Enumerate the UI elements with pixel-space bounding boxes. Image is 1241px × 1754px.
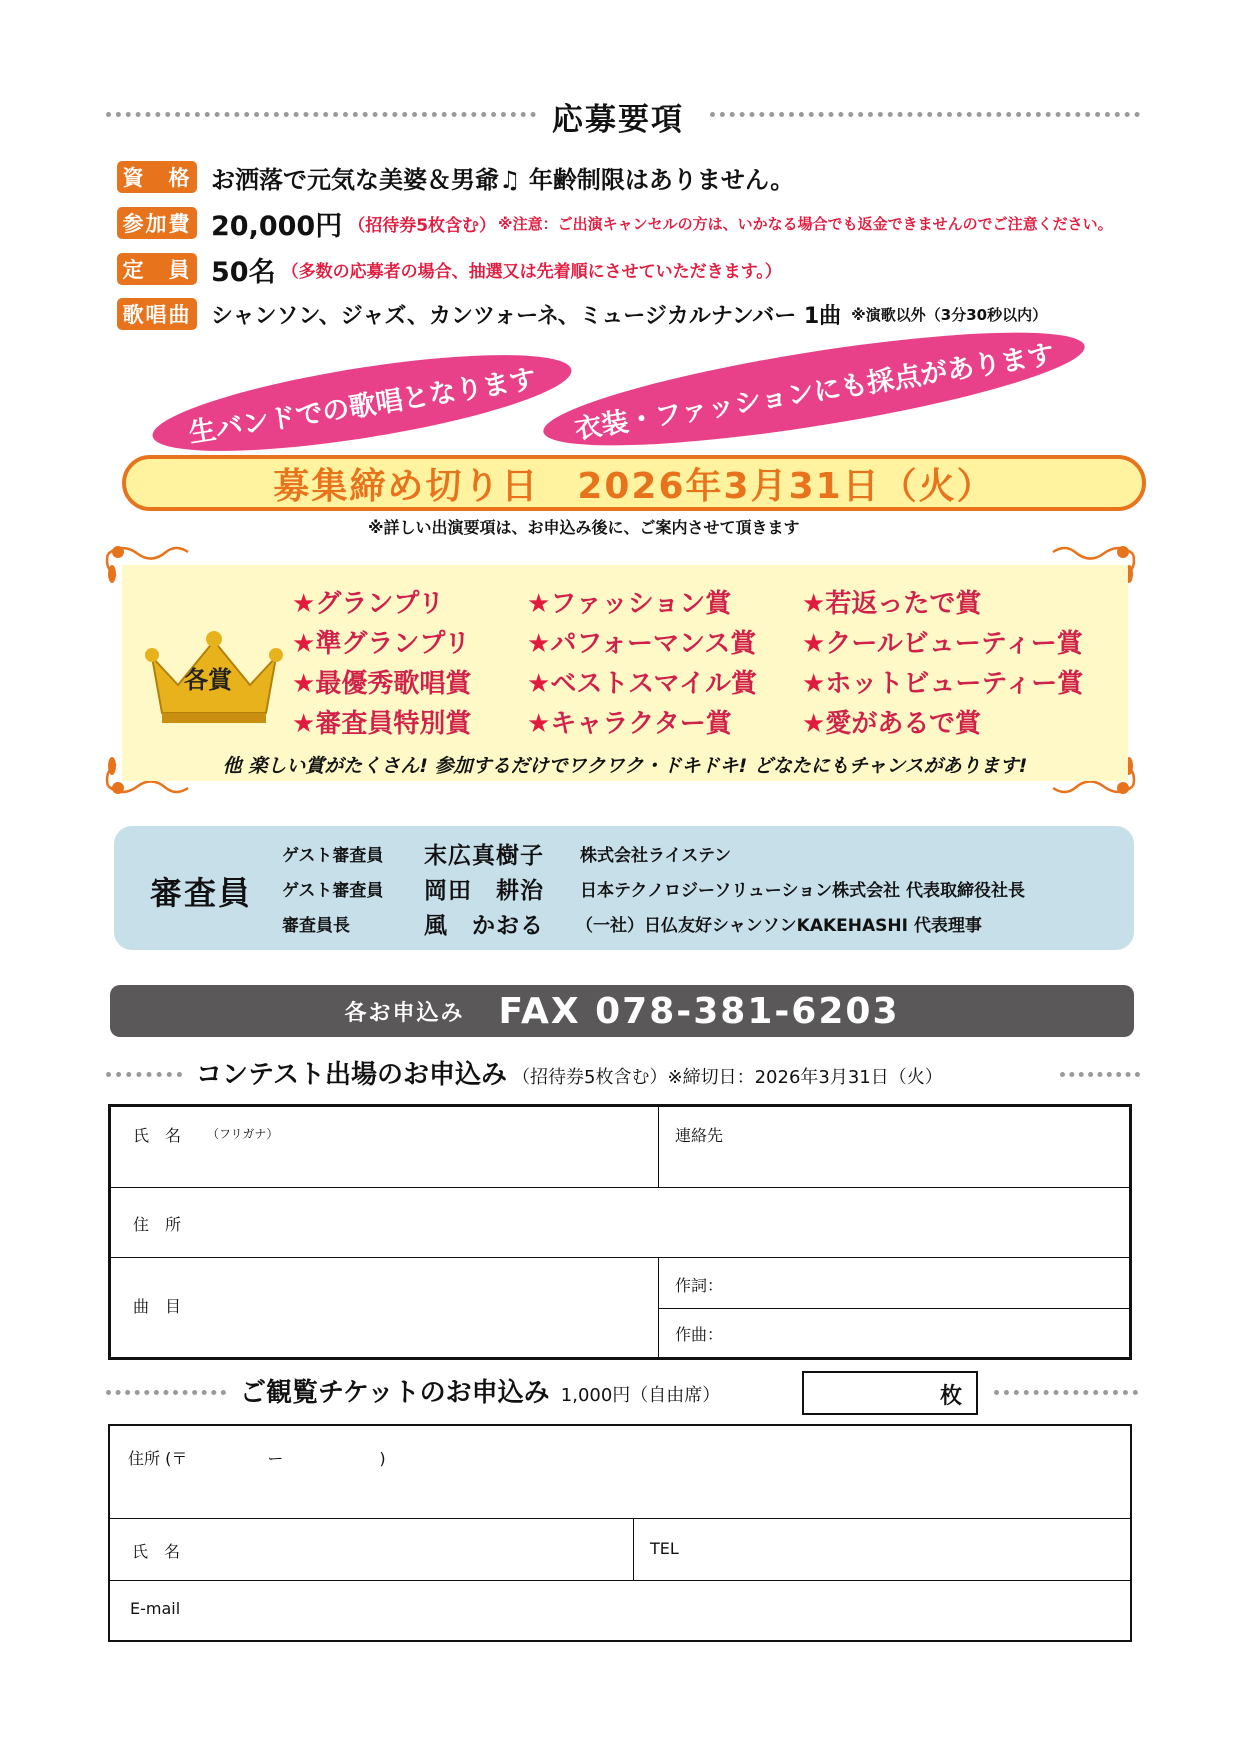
ticket-tel-label: TEL xyxy=(650,1539,679,1558)
award-item: ★愛があるで賞 xyxy=(802,709,982,739)
ticket-address-label: 住所 (〒 ー ) xyxy=(128,1449,386,1468)
req-note: （招待券5枚含む） xyxy=(348,215,497,236)
award-item: ★パフォーマンス賞 xyxy=(527,629,757,659)
ticket-form-heading xyxy=(240,1372,720,1409)
address-field[interactable] xyxy=(111,1188,1129,1257)
contest-entry-form xyxy=(108,1104,1132,1360)
fax-label: 各お申込み xyxy=(344,1000,465,1026)
ticket-tel-field[interactable] xyxy=(634,1519,1130,1580)
req-text: お洒落で元気な美婆＆男爺♫ 年齢制限はありません。 xyxy=(211,165,795,194)
contest-form-heading xyxy=(196,1054,943,1091)
star-icon: ★ xyxy=(802,589,826,619)
judge-name: 岡田 耕治 xyxy=(424,878,544,904)
ticket-email-label: E-mail xyxy=(130,1599,181,1618)
awards-footer: 他 楽しい賞がたくさん! 参加するだけでワクワク・ドキドキ! どなたにもチャンスがあります! xyxy=(222,755,1028,777)
deadline-note: ※詳しい出演要項は、お申込み後に、ご案内させて頂きます xyxy=(368,518,800,537)
heading-dots-left xyxy=(106,1390,226,1395)
star-icon: ★ xyxy=(292,669,316,699)
req-row-qualification xyxy=(117,160,794,194)
req-row-song xyxy=(117,297,1047,331)
req-value: 20,000円 xyxy=(211,210,343,242)
composer-field[interactable] xyxy=(659,1309,1129,1357)
crown-label: 各賞 xyxy=(184,666,232,694)
req-label: 参加費 xyxy=(117,207,197,239)
star-icon: ★ xyxy=(292,629,316,659)
req-note: ※演歌以外（3分30秒以内） xyxy=(851,305,1048,324)
star-icon: ★ xyxy=(802,629,826,659)
deadline-text: 募集締め切り日 2026年3月31日（火） xyxy=(273,465,995,507)
composer-label: 作曲： xyxy=(675,1325,724,1344)
judge-role: ゲスト審査員 xyxy=(282,881,384,901)
star-icon: ★ xyxy=(527,669,551,699)
name-label: 氏 名 xyxy=(133,1126,182,1145)
req-label: 歌唱曲 xyxy=(117,298,197,330)
req-row-capacity xyxy=(117,252,782,286)
award-item: ★キャラクター賞 xyxy=(527,709,732,739)
live-band-badge xyxy=(147,335,577,470)
lyrics-label: 作詞： xyxy=(675,1276,724,1295)
judge-org: （一社）日仏友好シャンソンKAKEHASHI 代表理事 xyxy=(576,916,982,936)
judges-title: 審査員 xyxy=(150,874,253,912)
judge-role: 審査員長 xyxy=(282,916,350,936)
heading-dots-right xyxy=(710,112,1140,117)
award-item: ★ベストスマイル賞 xyxy=(527,669,758,699)
req-label: 定 員 xyxy=(117,253,197,285)
req-text: シャンソン、ジャズ、カンツォーネ、ミュージカルナンバー 1曲 xyxy=(211,303,842,329)
award-item: ★審査員特別賞 xyxy=(292,709,472,739)
lyrics-field[interactable] xyxy=(659,1258,1129,1308)
star-icon: ★ xyxy=(527,709,551,739)
song-label: 曲 目 xyxy=(133,1297,182,1316)
req-value: 50名 xyxy=(211,256,276,288)
star-icon: ★ xyxy=(802,669,826,699)
ticket-price: 1,000円（自由席） xyxy=(560,1385,721,1406)
ticket-name-field[interactable] xyxy=(110,1519,633,1580)
judges-panel xyxy=(114,826,1134,950)
contact-label: 連絡先 xyxy=(675,1126,724,1145)
fashion-badge xyxy=(538,310,1091,469)
req-label: 資 格 xyxy=(117,161,197,193)
heading-dots-right xyxy=(1060,1072,1140,1077)
ticket-email-field[interactable] xyxy=(110,1581,1130,1640)
contest-form-subtitle: （招待券5枚含む）※締切日：2026年3月31日（火） xyxy=(512,1067,943,1088)
star-icon: ★ xyxy=(292,589,316,619)
heading-dots-right xyxy=(994,1390,1138,1395)
star-icon: ★ xyxy=(527,629,551,659)
star-icon: ★ xyxy=(527,589,551,619)
star-icon: ★ xyxy=(292,709,316,739)
judge-name: 末広真樹子 xyxy=(424,843,544,869)
ticket-name-label: 氏 名 xyxy=(132,1542,181,1561)
ticket-address-field[interactable] xyxy=(110,1426,1130,1518)
ticket-count-unit: 枚 xyxy=(939,1384,962,1409)
heading-dots-left xyxy=(106,1072,182,1077)
award-item: ★若返ったで賞 xyxy=(802,589,982,619)
name-field[interactable] xyxy=(111,1107,658,1187)
req-note: （多数の応募者の場合、抽選又は先着順にさせていただきます。） xyxy=(281,261,782,282)
award-item: ★最優秀歌唱賞 xyxy=(292,669,472,699)
deadline-banner xyxy=(122,455,1146,511)
req-caution: ※注意：ご出演キャンセルの方は、いかなる場合でも返金できませんのでご注意ください。 xyxy=(498,214,1113,233)
req-row-fee xyxy=(117,206,1113,240)
live-band-text: 生バンドでの歌唱となります xyxy=(186,363,539,449)
ticket-count-field[interactable] xyxy=(802,1371,978,1415)
award-item: ★ファッション賞 xyxy=(527,589,732,619)
award-item: ★準グランプリ xyxy=(292,629,471,659)
judge-org: 株式会社ライステン xyxy=(580,846,732,866)
fax-number: FAX 078-381-6203 xyxy=(498,990,900,1032)
requirements-title: 応募要項 xyxy=(552,102,684,138)
ticket-order-form xyxy=(108,1424,1132,1642)
heading-dots-left xyxy=(106,112,536,117)
judge-org: 日本テクノロジーソリューション株式会社 代表取締役社長 xyxy=(580,881,1026,901)
fashion-text: 衣装・ファッションにも採点があります xyxy=(572,338,1057,446)
contact-field[interactable] xyxy=(659,1107,1129,1187)
judge-name: 風 かおる xyxy=(424,913,544,939)
ticket-form-title: ご観覧チケットのお申込み xyxy=(240,1378,550,1408)
song-field[interactable] xyxy=(111,1258,658,1357)
award-item: ★ホットビューティー賞 xyxy=(802,669,1084,699)
award-item: ★グランプリ xyxy=(292,589,445,619)
contest-form-title: コンテスト出場のお申込み xyxy=(196,1060,507,1090)
address-label: 住 所 xyxy=(133,1215,182,1234)
furigana-label: （フリガナ） xyxy=(207,1127,279,1141)
star-icon: ★ xyxy=(802,709,826,739)
judge-role: ゲスト審査員 xyxy=(282,846,384,866)
awards-panel xyxy=(122,565,1128,781)
fax-bar xyxy=(110,985,1134,1037)
award-item: ★クールビューティー賞 xyxy=(802,629,1083,659)
